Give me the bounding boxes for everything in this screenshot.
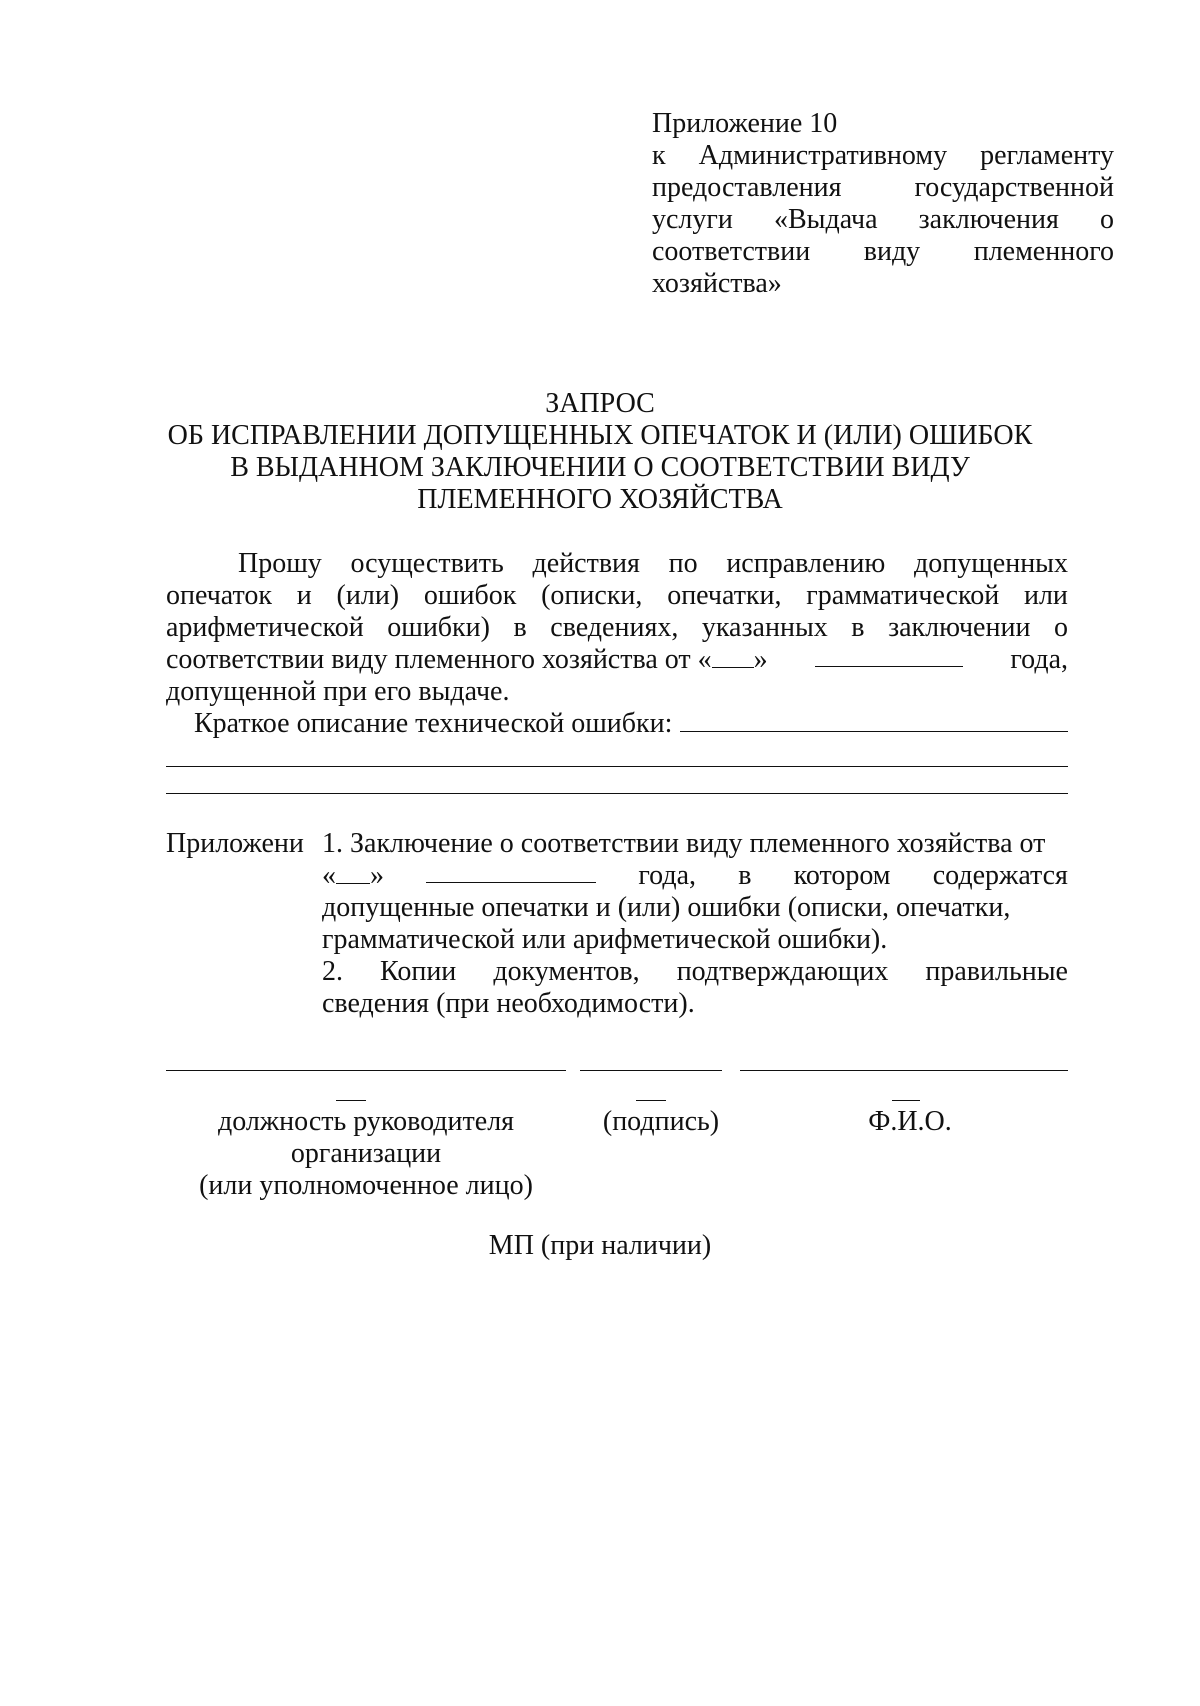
header-line-2: к Административному регламенту xyxy=(652,140,1114,171)
request-body xyxy=(166,548,1068,794)
description-line-2[interactable] xyxy=(166,793,1068,794)
body-line-5: допущенной при его выдаче. xyxy=(166,676,510,707)
body-line-3: арифметической ошибки) в сведениях, указанных в заключении о xyxy=(166,612,1068,643)
position-label: должность руководителя организации (или уполномоченное лицо) xyxy=(199,1106,533,1201)
appendix-header xyxy=(652,108,1114,300)
body-line-4: соответствии виду племенного хозяйства от « » года, xyxy=(166,644,1068,675)
position-signature-line[interactable] xyxy=(166,1070,566,1071)
attachment-item-1: 1. Заключение о соответствии виду племенного хозяйства от xyxy=(322,828,1046,859)
tick-1 xyxy=(336,1100,366,1101)
document-title: ЗАПРОС ОБ ИСПРАВЛЕНИИ ДОПУЩЕННЫХ ОПЕЧАТОК И (ИЛИ) ОШИБОК В ВЫДАННОМ ЗАКЛЮЧЕНИИ О СООТВЕТСТВИИ ВИДУ ПЛЕМЕННОГО ХОЗЯЙСТВА xyxy=(167,388,1033,515)
name-label: Ф.И.О. xyxy=(868,1106,952,1137)
appendix-number: Приложение 10 xyxy=(652,108,838,139)
brief-description-blank[interactable] xyxy=(680,709,1068,732)
signature-lines xyxy=(0,1070,1200,1090)
attach-day-blank[interactable] xyxy=(336,861,370,884)
brief-description-row xyxy=(166,708,1068,740)
signature-line[interactable] xyxy=(580,1070,722,1071)
attachment-item-1-line-2: « » года, в котором содержатся xyxy=(322,860,1068,891)
tick-3 xyxy=(892,1100,920,1101)
date-blank[interactable] xyxy=(815,644,963,667)
attachment-item-2: 2. Копии документов, подтверждающих правильные xyxy=(322,956,1068,987)
header-line-3: предоставления государственной xyxy=(652,172,1114,203)
attach-date-blank[interactable] xyxy=(426,860,596,883)
stamp-label: МП (при наличии) xyxy=(488,1230,712,1261)
name-signature-line[interactable] xyxy=(740,1070,1068,1071)
signature-label: (подпись) xyxy=(602,1106,720,1137)
attachments-section: Приложени 1. Заключение о соответствии виду племенного хозяйства от « » года, в котором содержатся допущенные опечатки и (или) ошибки (описки, опечатки, грамматической или арифметической ошибки). 2. Копии документов, подтверждающих правильные сведения (при необходимости). xyxy=(166,828,1068,1019)
attachments-label: Приложени xyxy=(166,828,304,859)
header-line-6: хозяйства» xyxy=(652,268,782,299)
tick-2 xyxy=(636,1100,666,1101)
day-blank[interactable] xyxy=(712,645,754,668)
description-line-1[interactable] xyxy=(166,766,1068,767)
body-line-2: опечаток и (или) ошибок (описки, опечатки, грамматической или xyxy=(166,580,1068,611)
header-line-4: услуги «Выдача заключения о xyxy=(652,204,1114,235)
body-line-1: Прошу осуществить действия по исправлению допущенных xyxy=(238,548,1068,579)
brief-description-label: Краткое описание технической ошибки: xyxy=(194,708,673,739)
header-line-5: соответствии виду племенного xyxy=(652,236,1114,267)
